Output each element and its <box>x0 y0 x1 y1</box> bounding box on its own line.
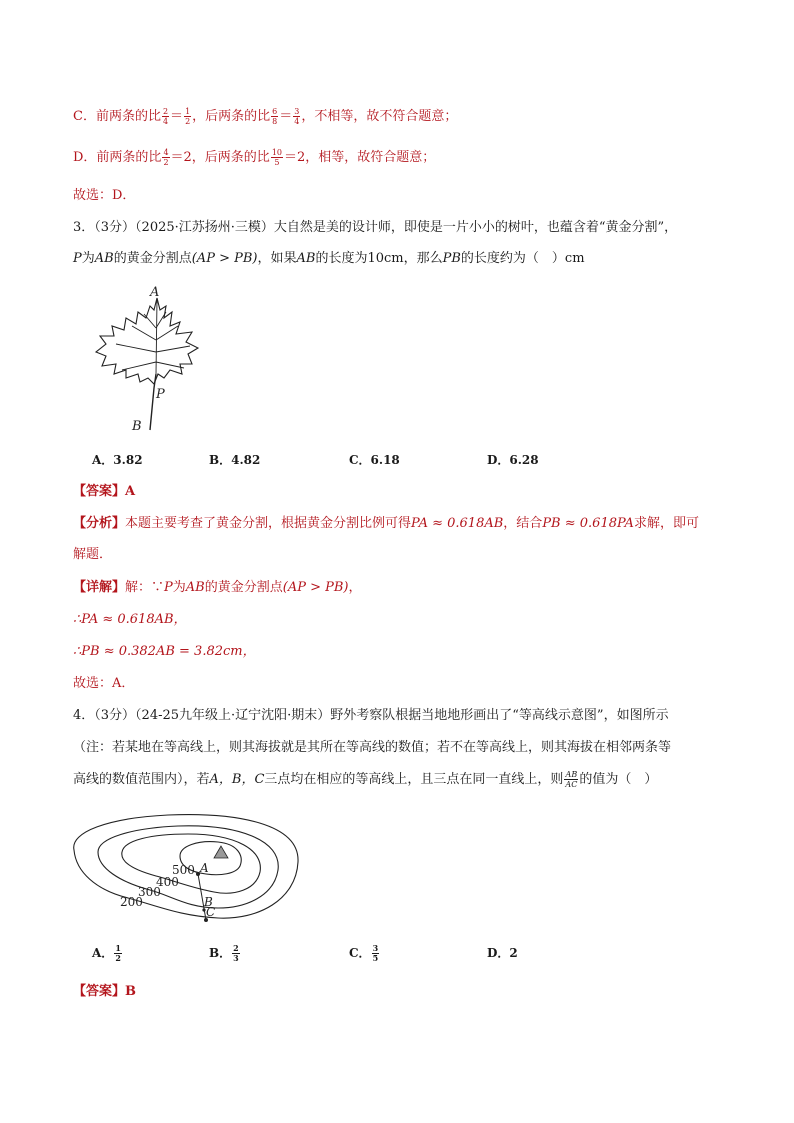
q3-header: 3．（3分）（2025·江苏扬州·三模）大自然是美的设计师，即使是一片小小的树叶，也蕴含着“黄金分割”， <box>73 220 678 235</box>
option-c-explanation: C．前两条的比 $\frac{2}{4}$ ＝ $\frac{1}{2}$ ，后两条的比 $\frac{6}{8}$ ＝ $\frac{3}{4}$ ，不相等，故不符合题意； <box>73 107 458 126</box>
fraction: $\frac{3}{4}$ <box>294 107 300 126</box>
q3-analysis-cont: 解题． <box>73 547 113 562</box>
q4-option-b: B． $\frac{2}{3}$ <box>209 943 239 963</box>
fraction: $\frac{6}{8}$ <box>272 107 278 126</box>
q4-option-c: C． $\frac{3}{5}$ <box>349 943 379 963</box>
q2-choice: 故选：D． <box>73 188 136 203</box>
q4-note: （注：若某地在等高线上，则其海拔就是其所在等高线的数值；若不在等高线上，则其海拔在相邻两条等 <box>73 740 672 755</box>
fraction: $\frac{2}{3}$ <box>233 943 239 963</box>
point-label-c: C <box>206 905 216 919</box>
q3-detail: 【详解】解：∵P为AB的黄金分割点(AP > PB)， <box>73 580 362 595</box>
q3-answer: 【答案】A <box>73 484 136 499</box>
q4-question-line: 高线的数值范围内），若A，B，C三点均在相应的等高线上，且三点在同一直线上，则 $\frac{AB}{AC}$ 的值为（ ） <box>73 770 658 789</box>
q3-question-line: P为AB的黄金分割点(AP > PB)，如果AB的长度为10cm，那么PB的长度约为（ ）cm <box>73 251 585 266</box>
fraction: $\frac{2}{4}$ <box>162 107 169 126</box>
fraction: $\frac{AB}{AC}$ <box>565 770 578 789</box>
fraction: $\frac{10}{5}$ <box>271 148 282 167</box>
q4-answer: 【答案】B <box>73 984 136 999</box>
contour-label-400: 400 <box>156 875 179 889</box>
contour-label-500: 500 <box>172 863 195 877</box>
label-b: B <box>132 419 142 434</box>
leaf-veins <box>116 300 190 374</box>
point-label-b: B <box>204 895 213 909</box>
option-d-explanation: D．前两条的比 $\frac{4}{2}$ ＝2，后两条的比 $\frac{10}{5}$ ＝2，相等，故符合题意； <box>73 148 436 167</box>
contour-label-300: 300 <box>138 885 161 899</box>
label-a: A <box>150 285 160 300</box>
fraction: $\frac{3}{5}$ <box>372 943 379 963</box>
contour-map-figure <box>68 810 308 930</box>
fraction: $\frac{4}{2}$ <box>163 148 169 167</box>
q3-option-d: D．6.28 <box>487 453 539 467</box>
fraction: $\frac{1}{2}$ <box>185 107 191 126</box>
q3-analysis: 【分析】本题主要考查了黄金分割，根据黄金分割比例可得PA ≈ 0.618AB，结合PB ≈ 0.618PA求解，即可 <box>73 516 699 531</box>
q4-option-d: D．2 <box>487 946 518 960</box>
contour-label-200: 200 <box>120 895 143 909</box>
q3-step2: ∴PB ≈ 0.382AB = 3.82cm， <box>73 644 256 659</box>
summit-triangle-icon <box>214 846 228 858</box>
label-p: P <box>156 387 165 402</box>
fraction: $\frac{1}{2}$ <box>115 943 121 963</box>
q4-option-a: A． $\frac{1}{2}$ <box>92 943 121 963</box>
maple-leaf-figure <box>92 282 202 434</box>
leaf-outline <box>96 298 198 384</box>
q3-step1: ∴PA ≈ 0.618AB， <box>73 612 187 627</box>
q4-header: 4．（3分）（24-25九年级上·辽宁沈阳·期末）野外考察队根据当地地形画出了“等高线示意图”，如图所示 <box>73 708 669 723</box>
q3-option-b: B．4.82 <box>209 453 261 467</box>
point-label-a: A <box>200 861 209 875</box>
q3-option-a: A．3.82 <box>92 453 143 467</box>
q3-choice: 故选：A． <box>73 676 135 691</box>
q3-option-c: C．6.18 <box>349 453 400 467</box>
